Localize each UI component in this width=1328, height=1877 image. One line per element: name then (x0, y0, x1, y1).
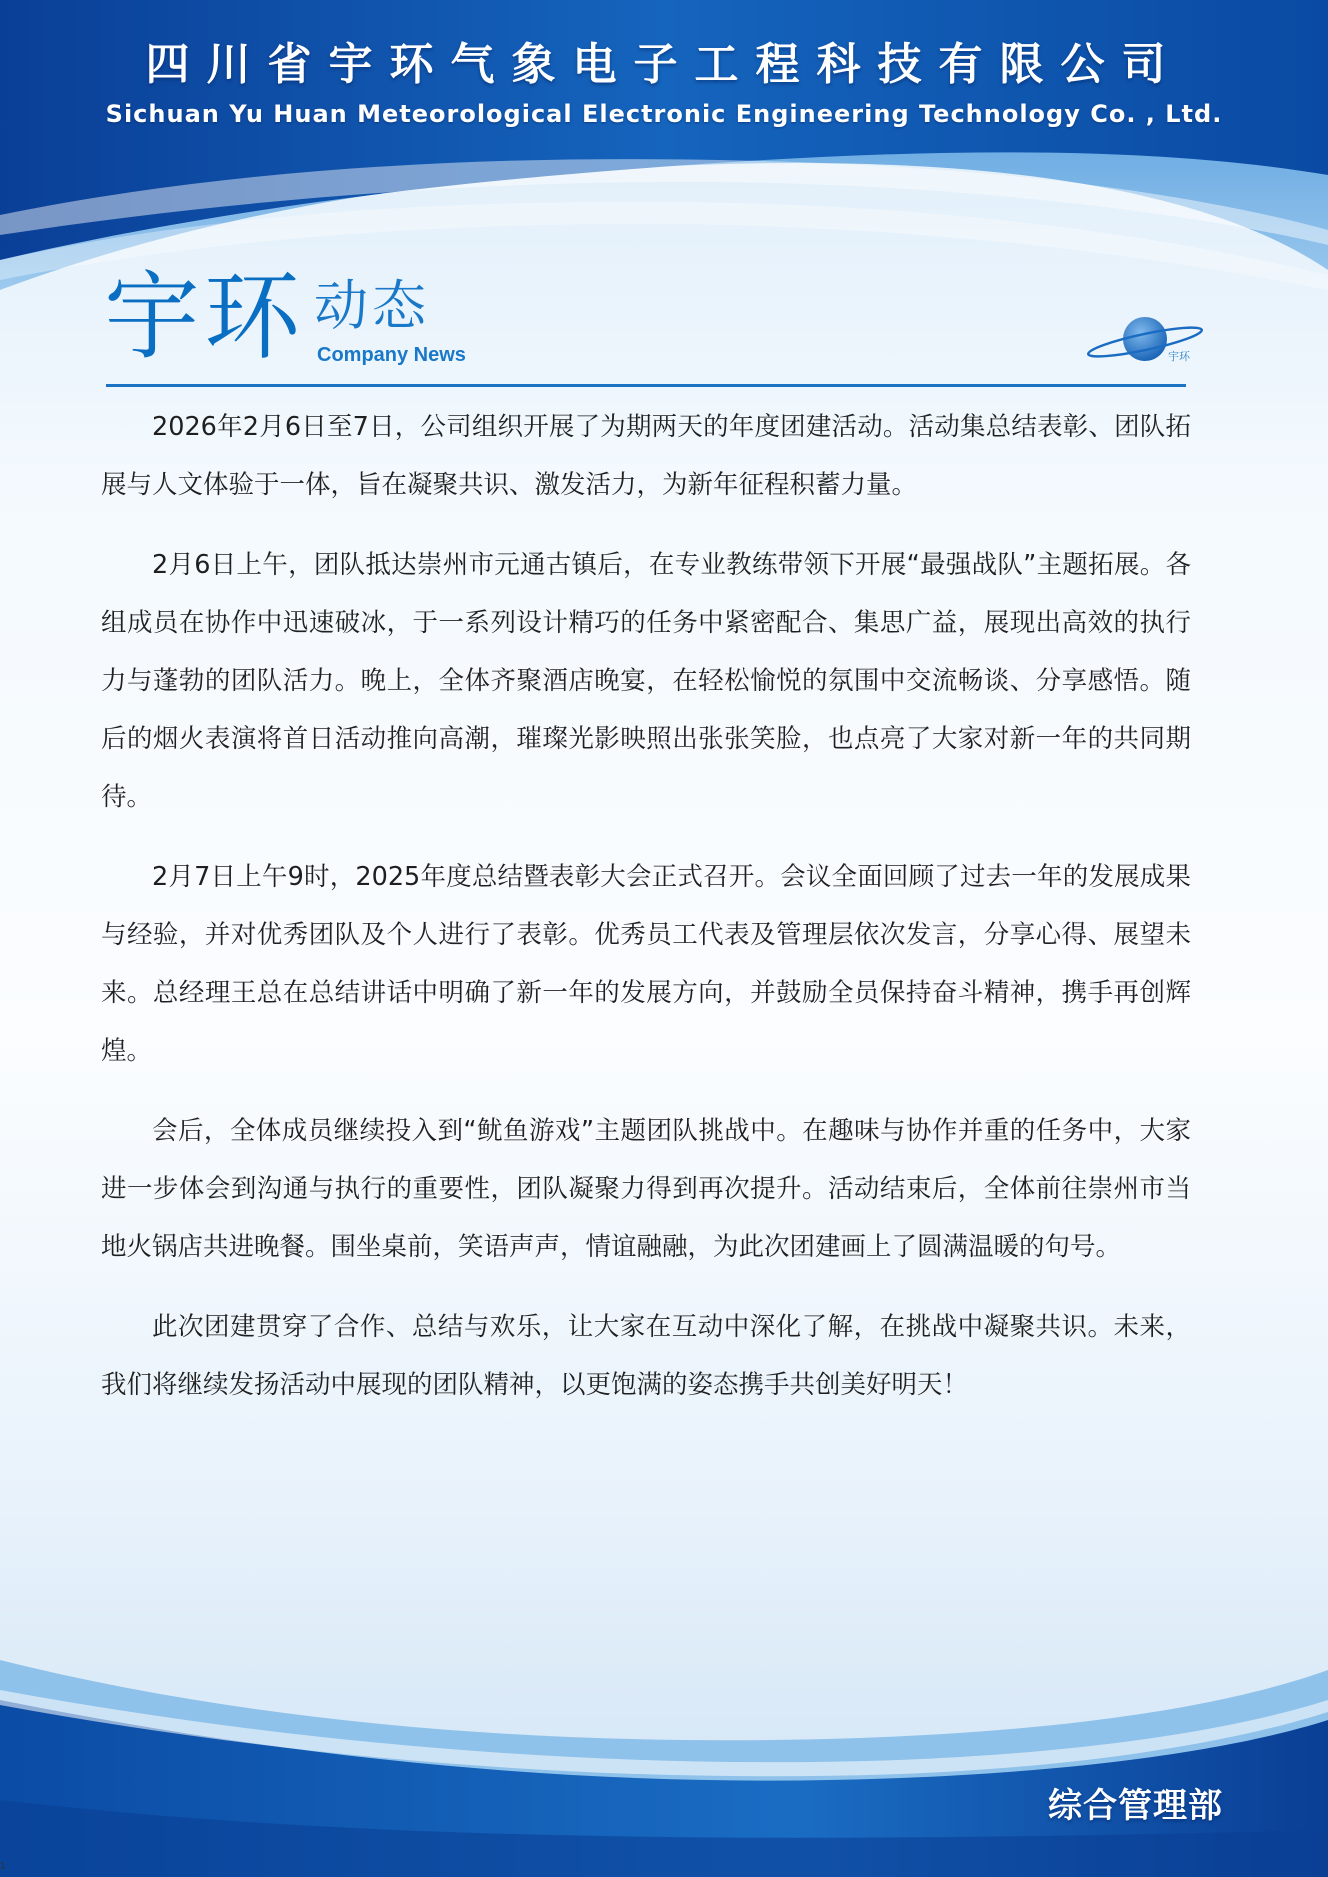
logo-label: 宇环 (1168, 350, 1190, 363)
article-body (101, 398, 1191, 1436)
article-paragraph: 2月7日上午9时，2025年度总结暨表彰大会正式召开。会议全面回顾了过去一年的发展成果与经验，并对优秀团队及个人进行了表彰。优秀员工代表及管理层依次发言，分享心得、展望未来。总经理王总在总结讲话中明确了新一年的发展方向，并鼓励全员保持奋斗精神，携手再创辉煌。 (101, 862, 1191, 1066)
section-title-main: 宇环 (104, 261, 304, 373)
section-title-en: Company News (317, 344, 466, 366)
section-title-sub: 动态 (314, 274, 430, 337)
department-name: 综合管理部 (1048, 1786, 1223, 1826)
company-name-cn: 四川省宇环气象电子工程科技有限公司 (145, 39, 1183, 90)
corner-mark: 1 (0, 1862, 6, 1872)
company-name-en: Sichuan Yu Huan Meteorological Electronic Engineering Technology Co. , Ltd. (105, 100, 1223, 128)
article-paragraph: 2月6日上午，团队抵达崇州市元通古镇后，在专业教练带领下开展“最强战队”主题拓展。各组成员在协作中迅速破冰，于一系列设计精巧的任务中紧密配合、集思广益，展现出高效的执行力与蓬勃的团队活力。晚上，全体齐聚酒店晚宴，在轻松愉悦的氛围中交流畅谈、分享感悟。随后的烟火表演将首日活动推向高潮，璀璨光影映照出张张笑脸，也点亮了大家对新一年的共同期待。 (101, 550, 1191, 812)
article-paragraph: 此次团建贯穿了合作、总结与欢乐，让大家在互动中深化了解，在挑战中凝聚共识。未来，我们将继续发扬活动中展现的团队精神，以更饱满的姿态携手共创美好明天！ (101, 1312, 1191, 1400)
article-paragraph: 会后，全体成员继续投入到“鱿鱼游戏”主题团队挑战中。在趣味与协作并重的任务中，大家进一步体会到沟通与执行的重要性，团队凝聚力得到再次提升。活动结束后，全体前往崇州市当地火锅店共进晚餐。围坐桌前，笑语声声，情谊融融，为此次团建画上了圆满温暖的句号。 (101, 1116, 1191, 1262)
title-divider (106, 384, 1186, 387)
article-paragraph: 2026年2月6日至7日，公司组织开展了为期两天的年度团建活动。活动集总结表彰、团队拓展与人文体验于一体，旨在凝聚共识、激发活力，为新年征程积蓄力量。 (101, 412, 1191, 500)
